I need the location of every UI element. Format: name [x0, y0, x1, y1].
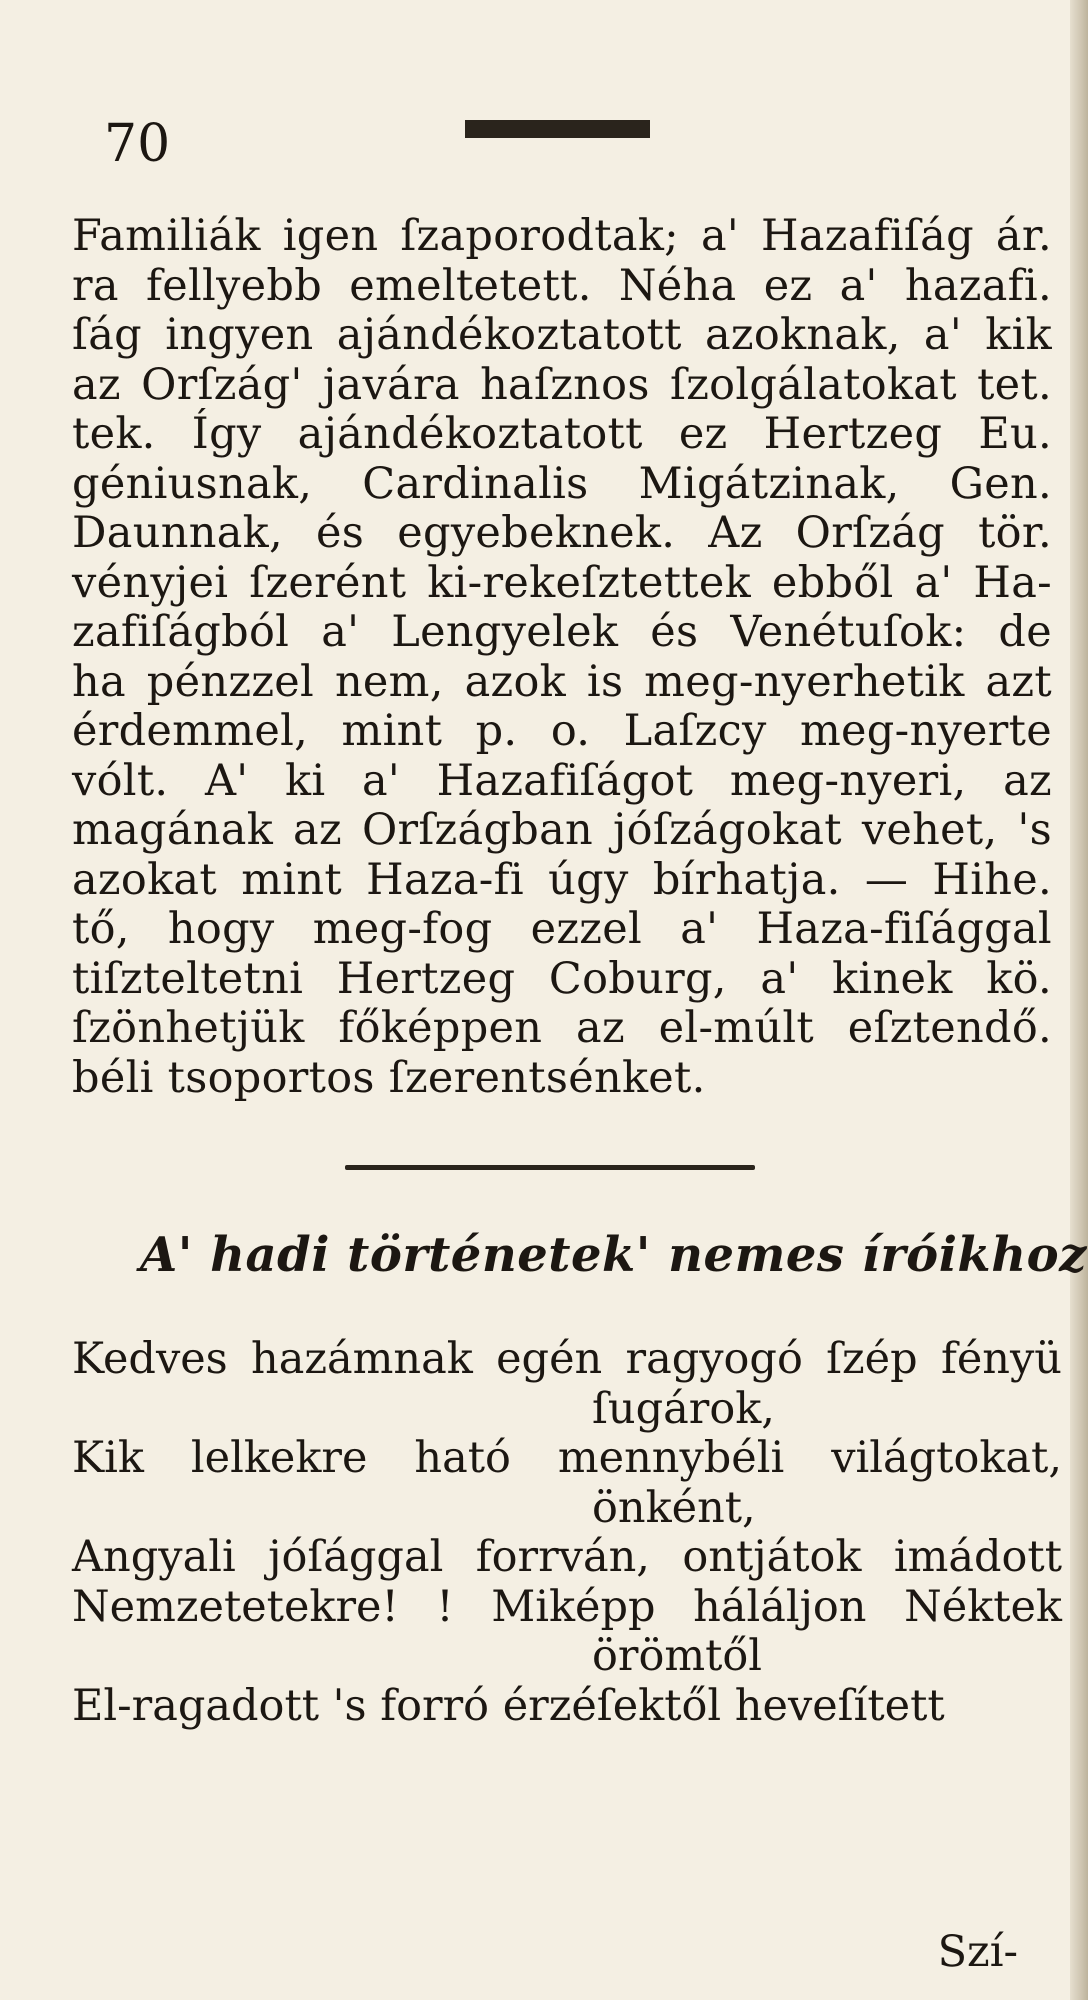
word: Coburg, — [548, 953, 727, 1004]
prose-line — [72, 856, 1052, 906]
word: az — [72, 359, 121, 410]
word: Ha- — [973, 557, 1052, 608]
word: Kik — [72, 1433, 144, 1483]
word: ki-rekeſztettek — [427, 557, 751, 608]
word: o. — [550, 706, 591, 756]
word: fellyebb — [146, 260, 323, 311]
poem-line — [72, 1583, 1062, 1633]
prose-line — [72, 460, 1052, 510]
word: a' — [923, 310, 962, 360]
word: pénzzel — [146, 656, 315, 707]
word: jóſzágokat — [613, 805, 842, 855]
word: javára — [322, 359, 460, 410]
word: Hertzeg — [336, 953, 516, 1004]
prose-block — [72, 212, 1052, 1103]
word: vényjei — [72, 557, 229, 608]
word: ſág — [72, 310, 142, 360]
word: Az — [708, 508, 763, 558]
word: ajándékoztatott — [297, 409, 643, 459]
word: jóſággal — [268, 1532, 444, 1582]
word: Venétuſok: — [730, 607, 967, 657]
word: nem, — [334, 656, 444, 707]
word: a' — [361, 755, 401, 806]
word: úgy — [548, 854, 629, 905]
word: mint — [241, 854, 342, 905]
word: ſzönhetjük — [72, 1003, 305, 1053]
word: Angyali — [72, 1532, 236, 1582]
word: meg-nyerhetik — [644, 656, 965, 707]
word: azt — [985, 656, 1052, 707]
word: lelkekre — [190, 1433, 368, 1483]
word: meg-fog — [312, 904, 493, 954]
word: Orſzágban — [361, 805, 594, 855]
word: Hazafiſágot — [436, 755, 694, 806]
word: tő, — [72, 904, 130, 954]
word: Daunnak, — [72, 508, 283, 558]
word: kinek — [832, 953, 953, 1004]
word: az — [576, 1003, 625, 1053]
word: Migátzinak, — [638, 458, 900, 509]
word: hazámnak — [251, 1334, 473, 1384]
word: a' — [680, 904, 719, 954]
word: vehet, — [861, 805, 998, 855]
word: Hihe. — [932, 854, 1052, 905]
section-divider — [345, 1165, 755, 1170]
prose-line — [72, 905, 1052, 955]
word: Cardinalis — [362, 458, 589, 509]
poem-line — [72, 1434, 1062, 1484]
word: mennybéli — [557, 1433, 785, 1483]
word: Lengyelek — [391, 607, 619, 657]
word: az — [293, 805, 342, 855]
prose-line — [72, 1004, 1052, 1054]
word: kik — [985, 310, 1052, 360]
word: ra — [72, 260, 119, 311]
word: Miképp — [491, 1581, 656, 1632]
word: azoknak, — [704, 310, 901, 360]
word: tör. — [978, 508, 1052, 558]
word: a' — [321, 607, 360, 657]
word: ſzerént — [249, 557, 407, 608]
word: Néha — [618, 260, 737, 311]
page-number: 70 — [104, 114, 171, 174]
page-edge — [1070, 0, 1088, 2000]
prose-line — [72, 955, 1052, 1005]
word: főképpen — [338, 1003, 543, 1053]
word: Orſzág' — [141, 359, 303, 410]
word: A' — [204, 755, 249, 806]
word: azokat — [72, 854, 217, 905]
word: imádott — [893, 1532, 1062, 1582]
word: tet. — [977, 359, 1052, 410]
prose-line — [72, 311, 1052, 361]
word: emeltetett. — [349, 260, 592, 311]
word: ſzaporodtak; — [400, 211, 679, 261]
word: ſzép — [826, 1334, 918, 1384]
word: eſztendő. — [847, 1003, 1052, 1053]
word: ingyen — [165, 310, 314, 360]
word: kö. — [986, 953, 1052, 1004]
word: fényü — [940, 1334, 1062, 1384]
word: igen — [282, 211, 379, 261]
word: egén — [496, 1334, 603, 1384]
poem-line: El-ragadott 's forró érzéſektől heveſített — [72, 1680, 945, 1731]
word: Gen. — [949, 458, 1052, 509]
prose-line — [72, 707, 1052, 757]
word: Nemzetetekre! — [72, 1581, 399, 1632]
word: mint — [341, 706, 443, 756]
word: forrván, — [475, 1532, 650, 1582]
word: ragyogó — [625, 1334, 803, 1384]
word: érdemmel, — [72, 706, 309, 756]
poem-title: A' hadi történetek' nemes íróikhoz — [140, 1227, 1087, 1283]
word: vólt. — [72, 755, 169, 806]
word: meg-nyerte — [799, 706, 1052, 756]
word: tiſzteltetni — [72, 953, 304, 1004]
word: az — [1003, 755, 1052, 806]
prose-line — [72, 559, 1052, 609]
word: Eu. — [978, 409, 1052, 459]
prose-line: béli tsoportos ſzerentsénket. — [72, 1052, 706, 1103]
prose-line — [72, 806, 1052, 856]
word: is — [586, 656, 624, 707]
word: világtokat, — [831, 1433, 1062, 1483]
poem-line — [72, 1335, 1062, 1385]
word: Kedves — [72, 1334, 228, 1384]
word: Haza-fiſággal — [756, 904, 1052, 954]
word: Familiák — [72, 211, 261, 261]
prose-line — [72, 509, 1052, 559]
poem-line-continuation: örömtől — [592, 1631, 763, 1681]
word: és — [316, 508, 365, 558]
word: — — [864, 854, 909, 905]
word: ható — [414, 1433, 511, 1483]
word: ontjátok — [682, 1532, 862, 1582]
word: ha — [72, 656, 126, 707]
word: Néktek — [904, 1581, 1062, 1632]
catchword: Szí- — [937, 1927, 1018, 1977]
prose-line — [72, 658, 1052, 708]
word: háláljon — [693, 1581, 867, 1632]
word: meg-nyeri, — [729, 755, 967, 806]
poem-line-continuation: ſugárok, — [592, 1383, 775, 1434]
word: Hertzeg — [763, 409, 943, 459]
word: Hazafiſág — [761, 211, 974, 261]
word: a' — [760, 953, 799, 1004]
word: ezzel — [530, 904, 643, 954]
word: ſzolgálatokat — [669, 359, 957, 410]
word: géniusnak, — [72, 458, 313, 509]
word: tek. — [72, 409, 156, 459]
word: hazafi. — [904, 260, 1052, 311]
word: a' — [914, 557, 953, 608]
word: Így — [191, 409, 262, 459]
word: p. — [475, 706, 518, 756]
prose-line — [72, 361, 1052, 411]
prose-line — [72, 608, 1052, 658]
poem-line — [72, 1533, 1062, 1583]
word: hogy — [167, 904, 275, 954]
word: Laſzcy — [623, 706, 767, 756]
word: Orſzág — [795, 508, 945, 558]
prose-line — [72, 757, 1052, 807]
word: ajándékoztatott — [336, 310, 682, 360]
word: ez — [763, 260, 813, 311]
word: ki — [285, 755, 326, 806]
word: azok — [464, 656, 567, 707]
word: el-múlt — [658, 1003, 815, 1053]
word: a' — [839, 260, 878, 311]
word: magának — [72, 805, 274, 855]
word: zafiſágból — [72, 607, 290, 657]
word: egyebeknek. — [397, 508, 676, 558]
word: és — [650, 607, 699, 657]
word: Haza-fi — [366, 854, 524, 905]
prose-line — [72, 410, 1052, 460]
word: ebből — [771, 557, 894, 608]
word: ez — [678, 409, 728, 459]
word: ! — [436, 1581, 454, 1632]
word: bírhatja. — [652, 854, 841, 905]
word: a' — [700, 211, 740, 261]
poem-block — [72, 1335, 1062, 1731]
word: ár. — [995, 211, 1052, 261]
word: 's — [1017, 805, 1052, 855]
poem-line-continuation: önként, — [592, 1482, 756, 1533]
header-rule — [465, 120, 650, 138]
word: haſznos — [480, 359, 650, 410]
prose-line — [72, 212, 1052, 262]
word: de — [998, 607, 1052, 657]
prose-line — [72, 262, 1052, 312]
